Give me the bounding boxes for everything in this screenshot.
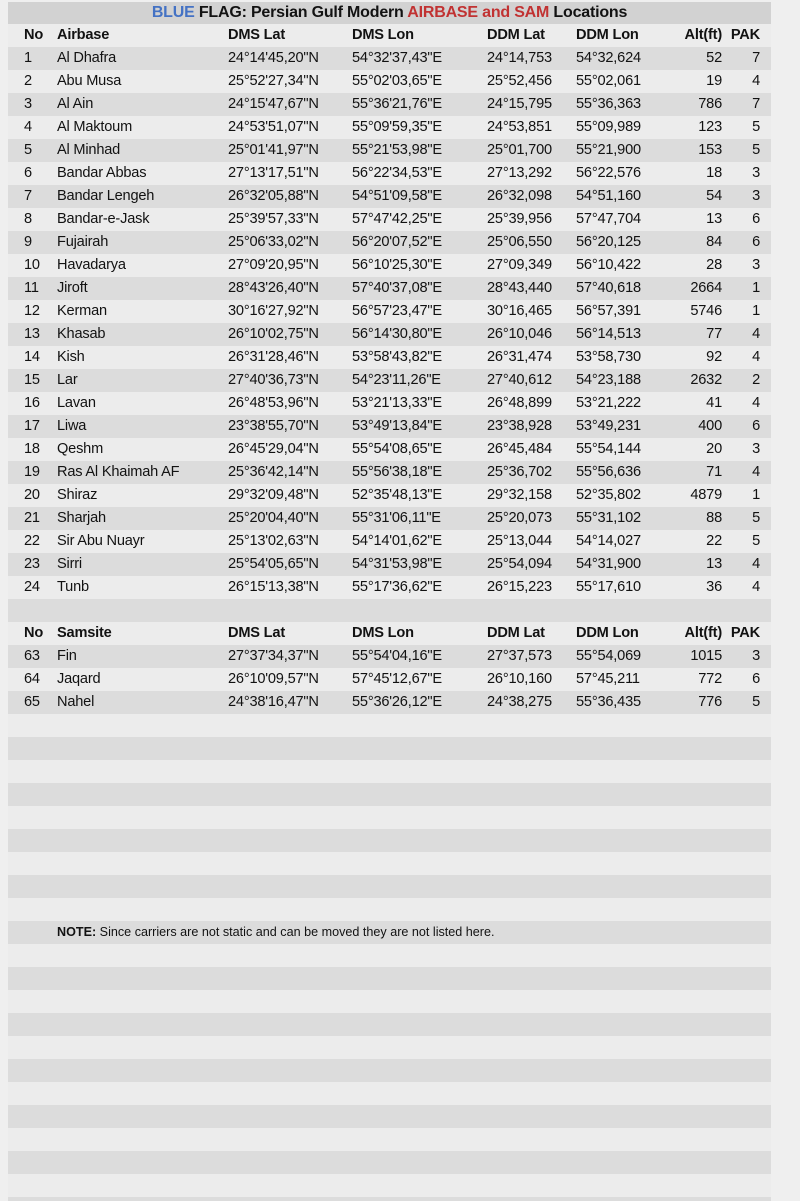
cell-dms-lon: 55°02'03,65"E: [352, 73, 442, 89]
cell-ddm-lat: 27°13,292: [487, 165, 552, 181]
cell-dms-lon: 55°36'21,76"E: [352, 96, 442, 112]
airbase-row: [8, 139, 771, 162]
cell-ddm-lat: 26°15,223: [487, 579, 552, 595]
cell-alt: 18: [706, 165, 722, 181]
cell-dms-lat: 25°01'41,97"N: [228, 142, 319, 158]
airbase-row: [8, 438, 771, 461]
cell-ddm-lat: 24°53,851: [487, 119, 552, 135]
cell-ddm-lat: 28°43,440: [487, 280, 552, 296]
filler-row: [8, 1174, 771, 1197]
cell-ddm-lon: 56°10,422: [576, 257, 641, 273]
cell-no: 3: [24, 96, 32, 112]
title-part-end: Locations: [549, 4, 628, 21]
cell-alt: 2664: [690, 280, 722, 296]
cell-alt: 20: [706, 441, 722, 457]
cell-ddm-lat: 26°31,474: [487, 349, 552, 365]
cell-ddm-lat: 24°15,795: [487, 96, 552, 112]
samsite-row: [8, 691, 771, 714]
airbase-row: [8, 277, 771, 300]
cell-dms-lon: 56°20'07,52"E: [352, 234, 442, 250]
cell-pak: 3: [752, 188, 760, 204]
cell-ddm-lon: 55°21,900: [576, 142, 641, 158]
cell-pak: 4: [752, 395, 760, 411]
cell-ddm-lon: 57°47,704: [576, 211, 641, 227]
cell-dms-lon: 54°31'53,98"E: [352, 556, 442, 572]
cell-no: 5: [24, 142, 32, 158]
cell-pak: 5: [752, 533, 760, 549]
cell-pak: 3: [752, 165, 760, 181]
cell-ddm-lon: 56°14,513: [576, 326, 641, 342]
cell-dms-lat: 25°52'27,34"N: [228, 73, 319, 89]
cell-name: Nahel: [57, 694, 95, 710]
cell-alt: 4879: [690, 487, 722, 503]
cell-dms-lon: 53°49'13,84"E: [352, 418, 442, 434]
filler-row: [8, 852, 771, 875]
cell-no: 64: [24, 671, 40, 687]
airbase-row: [8, 576, 771, 599]
cell-alt: 1015: [690, 648, 722, 664]
cell-dms-lat: 28°43'26,40"N: [228, 280, 319, 296]
cell-dms-lon: 56°57'23,47"E: [352, 303, 442, 319]
cell-pak: 7: [752, 96, 760, 112]
filler-row: [8, 1082, 771, 1105]
col-header-ddm-lon: DDM Lon: [576, 625, 639, 641]
cell-ddm-lon: 57°45,211: [576, 671, 640, 687]
cell-name: Al Dhafra: [57, 50, 117, 66]
airbase-row: [8, 484, 771, 507]
cell-dms-lon: 56°22'34,53"E: [352, 165, 442, 181]
filler-row: [8, 990, 771, 1013]
cell-alt: 41: [706, 395, 722, 411]
cell-name: Fin: [57, 648, 77, 664]
cell-dms-lat: 23°38'55,70"N: [228, 418, 319, 434]
cell-dms-lat: 26°45'29,04"N: [228, 441, 319, 457]
cell-pak: 3: [752, 648, 760, 664]
cell-alt: 772: [698, 671, 722, 687]
title-part-main: FLAG: Persian Gulf Modern: [194, 4, 408, 21]
filler-row: [8, 806, 771, 829]
cell-pak: 6: [752, 671, 760, 687]
cell-ddm-lon: 56°57,391: [576, 303, 641, 319]
cell-ddm-lon: 55°56,636: [576, 464, 641, 480]
filler-row: [8, 783, 771, 806]
cell-dms-lat: 24°53'51,07"N: [228, 119, 319, 135]
cell-dms-lat: 25°13'02,63"N: [228, 533, 319, 549]
cell-name: Kerman: [57, 303, 107, 319]
cell-alt: 92: [706, 349, 722, 365]
filler-row: [8, 1105, 771, 1128]
airbase-table-header: [8, 24, 771, 47]
cell-dms-lon: 56°14'30,80"E: [352, 326, 442, 342]
note-row: [8, 921, 771, 944]
cell-pak: 1: [752, 280, 760, 296]
col-header-pak: PAK: [730, 625, 760, 641]
cell-ddm-lon: 55°31,102: [576, 510, 641, 526]
cell-ddm-lat: 30°16,465: [487, 303, 552, 319]
cell-ddm-lon: 52°35,802: [576, 487, 641, 503]
cell-ddm-lat: 26°45,484: [487, 441, 552, 457]
cell-alt: 77: [706, 326, 722, 342]
cell-pak: 4: [752, 556, 760, 572]
cell-ddm-lat: 26°10,046: [487, 326, 552, 342]
cell-no: 14: [24, 349, 40, 365]
airbase-row: [8, 208, 771, 231]
col-header-alt: Alt(ft): [684, 625, 722, 641]
cell-alt: 2632: [690, 372, 722, 388]
cell-name: Bandar-e-Jask: [57, 211, 150, 227]
cell-no: 23: [24, 556, 40, 572]
cell-name: Abu Musa: [57, 73, 122, 89]
cell-alt: 88: [706, 510, 722, 526]
cell-alt: 400: [698, 418, 722, 434]
cell-ddm-lat: 26°32,098: [487, 188, 552, 204]
airbase-row: [8, 415, 771, 438]
cell-dms-lat: 27°13'17,51"N: [228, 165, 319, 181]
cell-ddm-lat: 29°32,158: [487, 487, 552, 503]
cell-ddm-lon: 55°36,435: [576, 694, 641, 710]
cell-alt: 52: [706, 50, 722, 66]
airbase-row: [8, 47, 771, 70]
cell-ddm-lon: 54°32,624: [576, 50, 641, 66]
col-header-no: No: [24, 625, 44, 641]
cell-dms-lon: 54°32'37,43"E: [352, 50, 442, 66]
cell-ddm-lon: 55°09,989: [576, 119, 641, 135]
cell-alt: 786: [698, 96, 722, 112]
cell-ddm-lat: 25°39,956: [487, 211, 552, 227]
cell-name: Lavan: [57, 395, 96, 411]
spacer-row: [8, 599, 771, 622]
cell-ddm-lat: 27°37,573: [487, 648, 552, 664]
cell-name: Lar: [57, 372, 78, 388]
cell-alt: 84: [706, 234, 722, 250]
cell-alt: 13: [706, 211, 722, 227]
cell-no: 24: [24, 579, 40, 595]
cell-ddm-lat: 25°13,044: [487, 533, 552, 549]
cell-ddm-lon: 53°49,231: [576, 418, 641, 434]
cell-alt: 54: [706, 188, 722, 204]
cell-no: 63: [24, 648, 40, 664]
cell-ddm-lon: 55°17,610: [576, 579, 641, 595]
cell-ddm-lat: 26°48,899: [487, 395, 552, 411]
cell-ddm-lon: 57°40,618: [576, 280, 641, 296]
cell-dms-lon: 55°56'38,18"E: [352, 464, 442, 480]
cell-no: 16: [24, 395, 40, 411]
airbase-row: [8, 461, 771, 484]
cell-pak: 2: [752, 372, 760, 388]
cell-dms-lon: 55°31'06,11"E: [352, 510, 441, 526]
filler-row: [8, 829, 771, 852]
cell-no: 15: [24, 372, 40, 388]
cell-dms-lon: 57°47'42,25"E: [352, 211, 442, 227]
col-header-dms-lon: DMS Lon: [352, 27, 414, 43]
cell-pak: 3: [752, 257, 760, 273]
cell-ddm-lon: 55°02,061: [576, 73, 641, 89]
cell-pak: 5: [752, 142, 760, 158]
cell-no: 22: [24, 533, 40, 549]
note-label: NOTE:: [57, 925, 97, 939]
cell-dms-lat: 26°15'13,38"N: [228, 579, 319, 595]
airbase-row: [8, 116, 771, 139]
filler-row: [8, 944, 771, 967]
cell-alt: 28: [706, 257, 722, 273]
cell-ddm-lat: 24°38,275: [487, 694, 552, 710]
airbase-row: [8, 369, 771, 392]
filler-row: [8, 1059, 771, 1082]
airbase-row: [8, 300, 771, 323]
cell-no: 19: [24, 464, 40, 480]
cell-dms-lat: 24°38'16,47"N: [228, 694, 319, 710]
filler-stripes: [8, 714, 771, 1197]
cell-ddm-lat: 25°20,073: [487, 510, 552, 526]
samsite-table-header: [8, 622, 771, 645]
airbase-row: [8, 392, 771, 415]
note-text: Since carriers are not static and can be moved they are not listed here.: [96, 925, 495, 939]
cell-alt: 36: [706, 579, 722, 595]
cell-dms-lat: 26°31'28,46"N: [228, 349, 319, 365]
cell-alt: 776: [698, 694, 722, 710]
cell-ddm-lon: 53°21,222: [576, 395, 641, 411]
cell-dms-lon: 54°51'09,58"E: [352, 188, 442, 204]
cell-ddm-lon: 56°20,125: [576, 234, 641, 250]
cell-dms-lat: 25°36'42,14"N: [228, 464, 319, 480]
col-header-airbase: Airbase: [57, 27, 110, 43]
cell-dms-lat: 29°32'09,48"N: [228, 487, 319, 503]
cell-ddm-lat: 24°14,753: [487, 50, 552, 66]
cell-dms-lat: 30°16'27,92"N: [228, 303, 319, 319]
col-header-alt: Alt(ft): [684, 27, 722, 43]
cell-pak: 5: [752, 510, 760, 526]
cell-dms-lon: 55°21'53,98"E: [352, 142, 442, 158]
cell-dms-lat: 26°10'02,75"N: [228, 326, 319, 342]
cell-dms-lat: 25°20'04,40"N: [228, 510, 319, 526]
filler-row: [8, 760, 771, 783]
filler-row: [8, 1151, 771, 1174]
cell-name: Al Ain: [57, 96, 94, 112]
col-header-dms-lat: DMS Lat: [228, 27, 285, 43]
cell-dms-lat: 25°06'33,02"N: [228, 234, 319, 250]
col-header-ddm-lat: DDM Lat: [487, 625, 545, 641]
cell-dms-lon: 55°09'59,35"E: [352, 119, 442, 135]
cell-dms-lon: 53°21'13,33"E: [352, 395, 442, 411]
cell-ddm-lon: 55°54,069: [576, 648, 641, 664]
cell-no: 9: [24, 234, 32, 250]
cell-ddm-lat: 25°54,094: [487, 556, 552, 572]
airbase-row: [8, 93, 771, 116]
cell-name: Havadarya: [57, 257, 126, 273]
cell-pak: 7: [752, 50, 760, 66]
filler-row: [8, 898, 771, 921]
cell-pak: 4: [752, 464, 760, 480]
col-header-samsite: Samsite: [57, 625, 112, 641]
cell-name: Shiraz: [57, 487, 98, 503]
col-header-pak: PAK: [730, 27, 760, 43]
cell-ddm-lon: 55°36,363: [576, 96, 641, 112]
airbase-row: [8, 231, 771, 254]
cell-pak: 4: [752, 349, 760, 365]
cell-dms-lat: 25°54'05,65"N: [228, 556, 319, 572]
cell-pak: 6: [752, 211, 760, 227]
airbase-row: [8, 507, 771, 530]
airbase-row: [8, 323, 771, 346]
cell-dms-lon: 56°10'25,30"E: [352, 257, 442, 273]
cell-ddm-lat: 25°52,456: [487, 73, 552, 89]
cell-pak: 5: [752, 119, 760, 135]
cell-no: 4: [24, 119, 32, 135]
cell-no: 1: [24, 50, 32, 66]
cell-alt: 5746: [690, 303, 722, 319]
cell-alt: 22: [706, 533, 722, 549]
filler-row: [8, 714, 771, 737]
cell-pak: 4: [752, 326, 760, 342]
cell-name: Jiroft: [57, 280, 88, 296]
samsite-row: [8, 668, 771, 691]
cell-dms-lat: 24°14'45,20"N: [228, 50, 319, 66]
cell-dms-lat: 26°48'53,96"N: [228, 395, 319, 411]
cell-ddm-lon: 54°31,900: [576, 556, 641, 572]
cell-name: Sirri: [57, 556, 82, 572]
cell-no: 11: [24, 280, 39, 296]
cell-dms-lat: 24°15'47,67"N: [228, 96, 319, 112]
cell-ddm-lat: 27°40,612: [487, 372, 552, 388]
cell-name: Liwa: [57, 418, 87, 434]
cell-dms-lat: 26°10'09,57"N: [228, 671, 319, 687]
cell-ddm-lat: 25°06,550: [487, 234, 552, 250]
cell-no: 17: [24, 418, 40, 434]
filler-row: [8, 1013, 771, 1036]
col-header-ddm-lon: DDM Lon: [576, 27, 639, 43]
cell-no: 65: [24, 694, 40, 710]
bottom-stripe-cutoff: [8, 1197, 771, 1201]
cell-alt: 123: [698, 119, 722, 135]
cell-dms-lon: 55°54'08,65"E: [352, 441, 442, 457]
cell-ddm-lat: 25°36,702: [487, 464, 552, 480]
cell-name: Qeshm: [57, 441, 104, 457]
cell-pak: 1: [752, 487, 760, 503]
col-header-dms-lon: DMS Lon: [352, 625, 414, 641]
cell-ddm-lon: 55°54,144: [576, 441, 641, 457]
cell-name: Tunb: [57, 579, 89, 595]
cell-name: Sharjah: [57, 510, 106, 526]
cell-ddm-lat: 23°38,928: [487, 418, 552, 434]
cell-ddm-lon: 53°58,730: [576, 349, 641, 365]
cell-name: Fujairah: [57, 234, 109, 250]
cell-dms-lat: 27°37'34,37"N: [228, 648, 319, 664]
cell-no: 12: [24, 303, 40, 319]
cell-dms-lat: 27°09'20,95"N: [228, 257, 319, 273]
airbase-row: [8, 346, 771, 369]
samsite-table-body: [8, 645, 771, 714]
cell-name: Khasab: [57, 326, 106, 342]
cell-name: Sir Abu Nuayr: [57, 533, 145, 549]
cell-dms-lat: 26°32'05,88"N: [228, 188, 319, 204]
cell-no: 6: [24, 165, 32, 181]
cell-dms-lat: 25°39'57,33"N: [228, 211, 319, 227]
cell-pak: 6: [752, 234, 760, 250]
cell-alt: 153: [698, 142, 722, 158]
cell-no: 8: [24, 211, 32, 227]
cell-ddm-lon: 54°51,160: [576, 188, 641, 204]
airbase-row: [8, 70, 771, 93]
cell-no: 21: [24, 510, 40, 526]
filler-row: [8, 1128, 771, 1151]
cell-no: 18: [24, 441, 40, 457]
airbase-row: [8, 530, 771, 553]
airbase-table-body: [8, 47, 771, 599]
title-part-red: AIRBASE and SAM: [407, 4, 550, 21]
cell-dms-lon: 53°58'43,82"E: [352, 349, 442, 365]
cell-name: Bandar Abbas: [57, 165, 147, 181]
cell-name: Al Minhad: [57, 142, 121, 158]
cell-dms-lon: 55°36'26,12"E: [352, 694, 442, 710]
cell-name: Ras Al Khaimah AF: [57, 464, 180, 480]
cell-ddm-lon: 54°23,188: [576, 372, 641, 388]
cell-dms-lon: 54°14'01,62"E: [352, 533, 442, 549]
cell-no: 7: [24, 188, 32, 204]
cell-dms-lon: 54°23'11,26"E: [352, 372, 441, 388]
cell-pak: 1: [752, 303, 760, 319]
cell-ddm-lat: 27°09,349: [487, 257, 552, 273]
airbase-row: [8, 254, 771, 277]
filler-row: [8, 875, 771, 898]
cell-alt: 71: [706, 464, 722, 480]
cell-alt: 13: [706, 556, 722, 572]
cell-dms-lon: 57°40'37,08"E: [352, 280, 442, 296]
cell-ddm-lon: 56°22,576: [576, 165, 641, 181]
cell-ddm-lat: 25°01,700: [487, 142, 552, 158]
col-header-dms-lat: DMS Lat: [228, 625, 285, 641]
cell-no: 13: [24, 326, 40, 342]
cell-name: Kish: [57, 349, 85, 365]
filler-row: [8, 967, 771, 990]
airbase-row: [8, 185, 771, 208]
airbase-row: [8, 553, 771, 576]
page-title: [8, 2, 771, 24]
cell-name: Jaqard: [57, 671, 101, 687]
samsite-row: [8, 645, 771, 668]
location-sheet: [8, 2, 771, 1201]
cell-dms-lon: 55°54'04,16"E: [352, 648, 442, 664]
col-header-ddm-lat: DDM Lat: [487, 27, 545, 43]
cell-no: 10: [24, 257, 40, 273]
cell-no: 2: [24, 73, 32, 89]
cell-ddm-lon: 54°14,027: [576, 533, 641, 549]
filler-row: [8, 737, 771, 760]
title-part-blue: BLUE: [151, 4, 195, 21]
cell-name: Bandar Lengeh: [57, 188, 155, 204]
airbase-row: [8, 162, 771, 185]
cell-ddm-lat: 26°10,160: [487, 671, 552, 687]
cell-pak: 6: [752, 418, 760, 434]
cell-alt: 19: [706, 73, 722, 89]
cell-dms-lon: 55°17'36,62"E: [352, 579, 442, 595]
cell-pak: 5: [752, 694, 760, 710]
cell-pak: 4: [752, 579, 760, 595]
cell-dms-lon: 57°45'12,67"E: [352, 671, 442, 687]
cell-pak: 4: [752, 73, 760, 89]
cell-name: Al Maktoum: [57, 119, 133, 135]
cell-dms-lat: 27°40'36,73"N: [228, 372, 319, 388]
cell-dms-lon: 52°35'48,13"E: [352, 487, 442, 503]
col-header-no: No: [24, 27, 44, 43]
cell-no: 20: [24, 487, 40, 503]
filler-row: [8, 1036, 771, 1059]
cell-pak: 3: [752, 441, 760, 457]
